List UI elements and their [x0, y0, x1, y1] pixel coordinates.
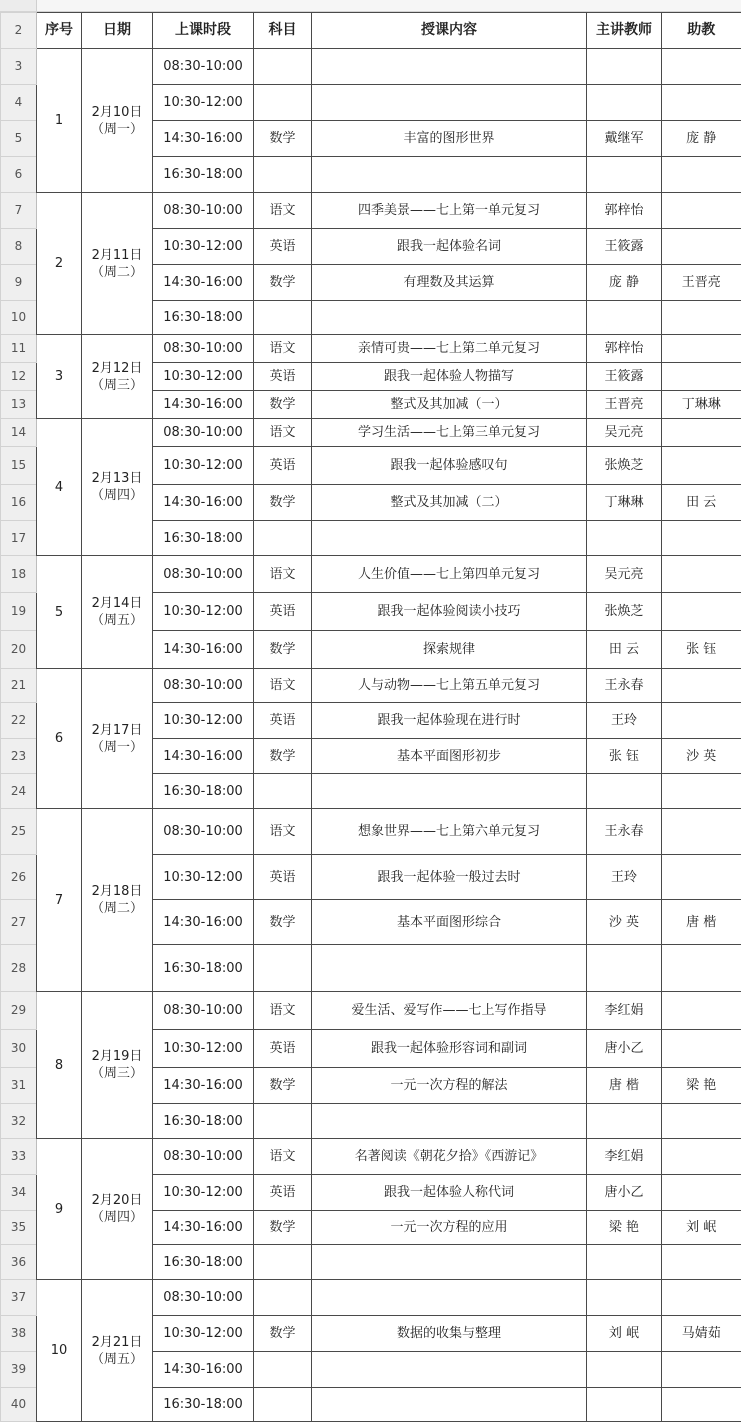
weekday-text: （周三） [90, 1066, 143, 1081]
weekday-text: （周二） [90, 264, 143, 280]
subject-cell[interactable] [254, 1388, 312, 1422]
subject-cell[interactable]: 语文 [254, 1139, 312, 1175]
assistant-cell[interactable] [662, 1175, 741, 1211]
assistant-cell[interactable]: 梁 艳 [662, 1068, 741, 1104]
assistant-cell[interactable] [662, 809, 741, 855]
time-cell[interactable]: 14:30-16:00 [153, 739, 254, 774]
row-number[interactable]: 37 [1, 1280, 37, 1316]
subject-cell[interactable] [254, 521, 312, 556]
weekday-text: （周三） [90, 377, 143, 393]
content-cell[interactable]: 爱生活、爱写作——七上写作指导 [312, 992, 587, 1030]
row-number[interactable]: 15 [1, 447, 37, 485]
subject-cell[interactable]: 数学 [254, 1316, 312, 1352]
content-cell[interactable]: 跟我一起体验人称代词 [312, 1175, 587, 1211]
time-cell[interactable]: 14:30-16:00 [153, 631, 254, 669]
content-cell[interactable]: 跟我一起体验阅读小技巧 [312, 593, 587, 631]
assistant-cell[interactable] [662, 855, 741, 900]
content-cell[interactable]: 跟我一起体验现在进行时 [312, 703, 587, 739]
assistant-cell[interactable] [662, 193, 741, 229]
subject-cell[interactable] [254, 945, 312, 992]
time-cell[interactable]: 10:30-12:00 [153, 1316, 254, 1352]
subject-cell[interactable]: 语文 [254, 419, 312, 447]
teacher-cell[interactable]: 李红娟 [587, 992, 662, 1030]
content-cell[interactable]: 人生价值——七上第四单元复习 [312, 556, 587, 593]
subject-cell[interactable]: 语文 [254, 335, 312, 363]
subject-cell[interactable]: 语文 [254, 669, 312, 703]
subject-cell[interactable] [254, 774, 312, 809]
row-number[interactable]: 17 [1, 521, 37, 556]
row-number[interactable]: 9 [1, 265, 37, 301]
teacher-cell[interactable]: 王筱露 [587, 229, 662, 265]
time-cell[interactable]: 10:30-12:00 [153, 363, 254, 391]
date-cell[interactable] [82, 335, 153, 419]
row-number[interactable]: 19 [1, 593, 37, 631]
header-content[interactable]: 授课内容 [312, 13, 587, 49]
assistant-cell[interactable] [662, 556, 741, 593]
subject-cell[interactable]: 数学 [254, 739, 312, 774]
content-cell[interactable]: 有理数及其运算 [312, 265, 587, 301]
teacher-cell[interactable]: 王永春 [587, 809, 662, 855]
subject-cell[interactable] [254, 85, 312, 121]
content-cell[interactable]: 亲情可贵——七上第二单元复习 [312, 335, 587, 363]
assistant-cell[interactable] [662, 774, 741, 809]
subject-cell[interactable]: 语文 [254, 193, 312, 229]
content-cell[interactable]: 学习生活——七上第三单元复习 [312, 419, 587, 447]
row-number[interactable]: 16 [1, 485, 37, 521]
table-row [1, 419, 741, 447]
teacher-cell[interactable]: 王玲 [587, 855, 662, 900]
date-text: 2月10日 [91, 104, 143, 120]
teacher-cell[interactable]: 刘 岷 [587, 1316, 662, 1352]
assistant-cell[interactable] [662, 703, 741, 739]
row-number[interactable]: 20 [1, 631, 37, 669]
date-text: 2月12日 [91, 360, 143, 376]
table-row [1, 556, 741, 593]
assistant-cell[interactable] [662, 157, 741, 193]
row-number[interactable]: 11 [1, 335, 37, 363]
row-number[interactable]: 4 [1, 85, 37, 121]
date-cell[interactable] [82, 556, 153, 669]
row-number[interactable]: 38 [1, 1316, 37, 1352]
teacher-cell[interactable]: 王玲 [587, 703, 662, 739]
table-row [1, 49, 741, 85]
row-number[interactable]: 28 [1, 945, 37, 992]
content-cell[interactable]: 基本平面图形综合 [312, 900, 587, 945]
content-cell[interactable]: 名著阅读《朝花夕拾》《西游记》 [312, 1139, 587, 1175]
teacher-cell[interactable] [587, 774, 662, 809]
time-cell[interactable]: 14:30-16:00 [153, 900, 254, 945]
time-cell[interactable]: 10:30-12:00 [153, 593, 254, 631]
row-number[interactable]: 8 [1, 229, 37, 265]
row-number[interactable]: 27 [1, 900, 37, 945]
subject-cell[interactable]: 数学 [254, 485, 312, 521]
weekday-text: （周四） [90, 488, 143, 503]
time-cell[interactable]: 16:30-18:00 [153, 774, 254, 809]
header-row [1, 13, 741, 49]
time-cell[interactable]: 08:30-10:00 [153, 193, 254, 229]
assistant-cell[interactable] [662, 85, 741, 121]
teacher-cell[interactable]: 沙 英 [587, 900, 662, 945]
seq-cell[interactable]: 8 [37, 992, 82, 1139]
teacher-cell[interactable] [587, 301, 662, 335]
subject-cell[interactable]: 数学 [254, 631, 312, 669]
time-cell[interactable]: 16:30-18:00 [153, 157, 254, 193]
time-cell[interactable]: 08:30-10:00 [153, 556, 254, 593]
teacher-cell[interactable]: 唐小乙 [587, 1030, 662, 1068]
subject-cell[interactable]: 英语 [254, 229, 312, 265]
time-cell[interactable]: 08:30-10:00 [153, 335, 254, 363]
row-number[interactable]: 6 [1, 157, 37, 193]
table-row [1, 1139, 741, 1175]
row-number[interactable]: 13 [1, 391, 37, 419]
row-number[interactable]: 33 [1, 1139, 37, 1175]
seq-cell[interactable]: 2 [37, 193, 82, 335]
content-cell[interactable]: 数据的收集与整理 [312, 1316, 587, 1352]
assistant-cell[interactable] [662, 1352, 741, 1388]
subject-cell[interactable]: 英语 [254, 703, 312, 739]
weekday-text: （周一） [90, 739, 143, 755]
date-text: 2月14日 [91, 596, 143, 611]
teacher-cell[interactable]: 吴元亮 [587, 556, 662, 593]
seq-cell[interactable]: 9 [37, 1139, 82, 1280]
time-cell[interactable]: 10:30-12:00 [153, 85, 254, 121]
row-number[interactable]: 3 [1, 49, 37, 85]
table-row [1, 669, 741, 703]
time-cell[interactable]: 08:30-10:00 [153, 419, 254, 447]
teacher-cell[interactable]: 吴元亮 [587, 419, 662, 447]
row-number[interactable]: 31 [1, 1068, 37, 1104]
seq-cell[interactable]: 5 [37, 556, 82, 669]
weekday-text: （周二） [90, 901, 143, 916]
subject-cell[interactable]: 数学 [254, 1068, 312, 1104]
row-number[interactable]: 25 [1, 809, 37, 855]
assistant-cell[interactable] [662, 521, 741, 556]
table-row [1, 335, 741, 363]
time-cell[interactable]: 10:30-12:00 [153, 703, 254, 739]
assistant-cell[interactable] [662, 363, 741, 391]
table-row [1, 809, 741, 855]
teacher-cell[interactable] [587, 1245, 662, 1280]
weekday-text: （周五） [90, 1351, 143, 1367]
spreadsheet-column-strip [0, 0, 741, 12]
teacher-cell[interactable] [587, 1104, 662, 1139]
assistant-cell[interactable] [662, 335, 741, 363]
row-number[interactable]: 34 [1, 1175, 37, 1211]
date-text: 2月20日 [91, 1193, 143, 1208]
row-number[interactable]: 30 [1, 1030, 37, 1068]
row-number[interactable]: 21 [1, 669, 37, 703]
content-cell[interactable]: 跟我一起体验一般过去时 [312, 855, 587, 900]
table-row [1, 992, 741, 1030]
weekday-text: （周五） [90, 613, 143, 628]
weekday-text: （周一） [90, 121, 143, 137]
teacher-cell[interactable]: 郭梓怡 [587, 193, 662, 229]
subject-cell[interactable]: 英语 [254, 593, 312, 631]
seq-cell[interactable]: 10 [37, 1280, 82, 1422]
teacher-cell[interactable] [587, 1352, 662, 1388]
content-cell[interactable] [312, 1104, 587, 1139]
teacher-cell[interactable]: 王永春 [587, 669, 662, 703]
assistant-cell[interactable]: 王晋亮 [662, 265, 741, 301]
time-cell[interactable]: 16:30-18:00 [153, 301, 254, 335]
teacher-cell[interactable]: 张焕芝 [587, 447, 662, 485]
time-cell[interactable]: 14:30-16:00 [153, 391, 254, 419]
row-number[interactable]: 7 [1, 193, 37, 229]
time-cell[interactable]: 08:30-10:00 [153, 669, 254, 703]
header-time[interactable]: 上课时段 [153, 13, 254, 49]
assistant-cell[interactable] [662, 301, 741, 335]
time-cell[interactable]: 10:30-12:00 [153, 1030, 254, 1068]
row-number[interactable]: 14 [1, 419, 37, 447]
row-number[interactable]: 10 [1, 301, 37, 335]
subject-cell[interactable]: 数学 [254, 900, 312, 945]
teacher-cell[interactable]: 戴继军 [587, 121, 662, 157]
time-cell[interactable]: 16:30-18:00 [153, 1245, 254, 1280]
teacher-cell[interactable]: 唐小乙 [587, 1175, 662, 1211]
assistant-cell[interactable] [662, 1030, 741, 1068]
assistant-cell[interactable]: 唐 楷 [662, 900, 741, 945]
row-number[interactable]: 24 [1, 774, 37, 809]
subject-cell[interactable] [254, 1352, 312, 1388]
time-cell[interactable]: 10:30-12:00 [153, 1175, 254, 1211]
date-cell[interactable] [82, 193, 153, 335]
subject-cell[interactable]: 英语 [254, 363, 312, 391]
assistant-cell[interactable] [662, 447, 741, 485]
assistant-cell[interactable] [662, 593, 741, 631]
assistant-cell[interactable] [662, 1104, 741, 1139]
teacher-cell[interactable]: 李红娟 [587, 1139, 662, 1175]
subject-cell[interactable] [254, 301, 312, 335]
teacher-cell[interactable] [587, 521, 662, 556]
content-cell[interactable]: 一元一次方程的解法 [312, 1068, 587, 1104]
assistant-cell[interactable] [662, 1245, 741, 1280]
row-number[interactable]: 29 [1, 992, 37, 1030]
date-cell[interactable] [82, 669, 153, 809]
subject-cell[interactable]: 数学 [254, 265, 312, 301]
row-number[interactable]: 40 [1, 1388, 37, 1422]
date-text: 2月13日 [91, 471, 143, 486]
teacher-cell[interactable] [587, 945, 662, 992]
teacher-cell[interactable]: 唐 楷 [587, 1068, 662, 1104]
row-number[interactable]: 5 [1, 121, 37, 157]
assistant-cell[interactable] [662, 419, 741, 447]
content-cell[interactable] [312, 1245, 587, 1280]
content-cell[interactable]: 跟我一起体验人物描写 [312, 363, 587, 391]
teacher-cell[interactable]: 王筱露 [587, 363, 662, 391]
row-number[interactable]: 36 [1, 1245, 37, 1280]
time-cell[interactable]: 16:30-18:00 [153, 945, 254, 992]
seq-cell[interactable]: 3 [37, 335, 82, 419]
header-date[interactable]: 日期 [82, 13, 153, 49]
time-cell[interactable]: 14:30-16:00 [153, 1211, 254, 1245]
time-cell[interactable]: 16:30-18:00 [153, 1388, 254, 1422]
seq-cell[interactable]: 7 [37, 809, 82, 992]
table-row [1, 1280, 741, 1316]
time-cell[interactable]: 14:30-16:00 [153, 265, 254, 301]
content-cell[interactable]: 整式及其加减（二） [312, 485, 587, 521]
schedule-table [0, 12, 741, 1422]
content-cell[interactable] [312, 1388, 587, 1422]
content-cell[interactable]: 丰富的图形世界 [312, 121, 587, 157]
teacher-cell[interactable]: 田 云 [587, 631, 662, 669]
subject-cell[interactable] [254, 1245, 312, 1280]
time-cell[interactable]: 08:30-10:00 [153, 992, 254, 1030]
row-number[interactable]: 23 [1, 739, 37, 774]
subject-cell[interactable]: 语文 [254, 992, 312, 1030]
assistant-cell[interactable]: 马婧茹 [662, 1316, 741, 1352]
content-cell[interactable]: 人与动物——七上第五单元复习 [312, 669, 587, 703]
row-number[interactable]: 12 [1, 363, 37, 391]
teacher-cell[interactable]: 王晋亮 [587, 391, 662, 419]
time-cell[interactable]: 08:30-10:00 [153, 809, 254, 855]
teacher-cell[interactable] [587, 157, 662, 193]
weekday-text: （周四） [90, 1210, 143, 1225]
teacher-cell[interactable] [587, 85, 662, 121]
subject-cell[interactable]: 数学 [254, 391, 312, 419]
seq-cell[interactable]: 4 [37, 419, 82, 556]
time-cell[interactable]: 08:30-10:00 [153, 49, 254, 85]
row-number[interactable]: 35 [1, 1211, 37, 1245]
date-text: 2月17日 [91, 722, 143, 738]
assistant-cell[interactable]: 庞 静 [662, 121, 741, 157]
content-cell[interactable] [312, 157, 587, 193]
subject-cell[interactable] [254, 1280, 312, 1316]
teacher-cell[interactable] [587, 49, 662, 85]
subject-cell[interactable]: 英语 [254, 1175, 312, 1211]
teacher-cell[interactable]: 张焕芝 [587, 593, 662, 631]
date-text: 2月18日 [91, 884, 143, 899]
content-cell[interactable]: 四季美景——七上第一单元复习 [312, 193, 587, 229]
date-text: 2月19日 [91, 1049, 143, 1064]
seq-cell[interactable]: 6 [37, 669, 82, 809]
content-cell[interactable]: 跟我一起体验名词 [312, 229, 587, 265]
row-number[interactable]: 32 [1, 1104, 37, 1139]
subject-cell[interactable]: 语文 [254, 809, 312, 855]
corner-cell [0, 0, 37, 11]
content-cell[interactable]: 探索规律 [312, 631, 587, 669]
subject-cell[interactable]: 数学 [254, 121, 312, 157]
time-cell[interactable]: 10:30-12:00 [153, 855, 254, 900]
assistant-cell[interactable] [662, 1388, 741, 1422]
assistant-cell[interactable] [662, 669, 741, 703]
table-row [1, 193, 741, 229]
time-cell[interactable]: 10:30-12:00 [153, 447, 254, 485]
subject-cell[interactable]: 英语 [254, 855, 312, 900]
content-cell[interactable] [312, 521, 587, 556]
time-cell[interactable]: 16:30-18:00 [153, 1104, 254, 1139]
assistant-cell[interactable]: 沙 英 [662, 739, 741, 774]
teacher-cell[interactable]: 梁 艳 [587, 1211, 662, 1245]
time-cell[interactable]: 14:30-16:00 [153, 1068, 254, 1104]
content-cell[interactable]: 基本平面图形初步 [312, 739, 587, 774]
content-cell[interactable]: 跟我一起体验感叹句 [312, 447, 587, 485]
row-number[interactable]: 26 [1, 855, 37, 900]
assistant-cell[interactable]: 刘 岷 [662, 1211, 741, 1245]
assistant-cell[interactable] [662, 992, 741, 1030]
content-cell[interactable]: 跟我一起体验形容词和副词 [312, 1030, 587, 1068]
time-cell[interactable]: 14:30-16:00 [153, 485, 254, 521]
subject-cell[interactable] [254, 1104, 312, 1139]
time-cell[interactable]: 14:30-16:00 [153, 121, 254, 157]
content-cell[interactable] [312, 1280, 587, 1316]
content-cell[interactable]: 想象世界——七上第六单元复习 [312, 809, 587, 855]
assistant-cell[interactable]: 丁琳琳 [662, 391, 741, 419]
assistant-cell[interactable]: 张 钰 [662, 631, 741, 669]
subject-cell[interactable] [254, 157, 312, 193]
date-text: 2月11日 [91, 247, 143, 263]
assistant-cell[interactable] [662, 1280, 741, 1316]
content-cell[interactable]: 一元一次方程的应用 [312, 1211, 587, 1245]
subject-cell[interactable] [254, 49, 312, 85]
header-seq[interactable]: 序号 [37, 13, 82, 49]
subject-cell[interactable]: 数学 [254, 1211, 312, 1245]
time-cell[interactable]: 08:30-10:00 [153, 1280, 254, 1316]
content-cell[interactable] [312, 774, 587, 809]
time-cell[interactable]: 14:30-16:00 [153, 1352, 254, 1388]
row-number[interactable]: 22 [1, 703, 37, 739]
content-cell[interactable] [312, 945, 587, 992]
teacher-cell[interactable]: 丁琳琳 [587, 485, 662, 521]
content-cell[interactable] [312, 1352, 587, 1388]
subject-cell[interactable]: 英语 [254, 447, 312, 485]
content-cell[interactable] [312, 49, 587, 85]
assistant-cell[interactable] [662, 1139, 741, 1175]
assistant-cell[interactable] [662, 49, 741, 85]
date-cell[interactable] [82, 1139, 153, 1280]
header-subject[interactable]: 科目 [254, 13, 312, 49]
content-cell[interactable] [312, 301, 587, 335]
date-text: 2月21日 [91, 1334, 143, 1350]
date-cell[interactable] [82, 49, 153, 193]
teacher-cell[interactable] [587, 1280, 662, 1316]
row-number[interactable]: 18 [1, 556, 37, 593]
time-cell[interactable]: 10:30-12:00 [153, 229, 254, 265]
time-cell[interactable]: 16:30-18:00 [153, 521, 254, 556]
row-number[interactable]: 2 [1, 13, 37, 49]
content-cell[interactable] [312, 85, 587, 121]
assistant-cell[interactable]: 田 云 [662, 485, 741, 521]
teacher-cell[interactable]: 庞 静 [587, 265, 662, 301]
teacher-cell[interactable]: 郭梓怡 [587, 335, 662, 363]
row-number[interactable]: 39 [1, 1352, 37, 1388]
header-assistant[interactable]: 助教 [662, 13, 741, 49]
date-cell[interactable] [82, 1280, 153, 1422]
teacher-cell[interactable] [587, 1388, 662, 1422]
header-teacher[interactable]: 主讲教师 [587, 13, 662, 49]
subject-cell[interactable]: 语文 [254, 556, 312, 593]
date-cell[interactable] [82, 809, 153, 992]
seq-cell[interactable]: 1 [37, 49, 82, 193]
time-cell[interactable]: 08:30-10:00 [153, 1139, 254, 1175]
date-cell[interactable] [82, 419, 153, 556]
date-cell[interactable] [82, 992, 153, 1139]
teacher-cell[interactable]: 张 钰 [587, 739, 662, 774]
subject-cell[interactable]: 英语 [254, 1030, 312, 1068]
assistant-cell[interactable] [662, 229, 741, 265]
content-cell[interactable]: 整式及其加减（一） [312, 391, 587, 419]
assistant-cell[interactable] [662, 945, 741, 992]
